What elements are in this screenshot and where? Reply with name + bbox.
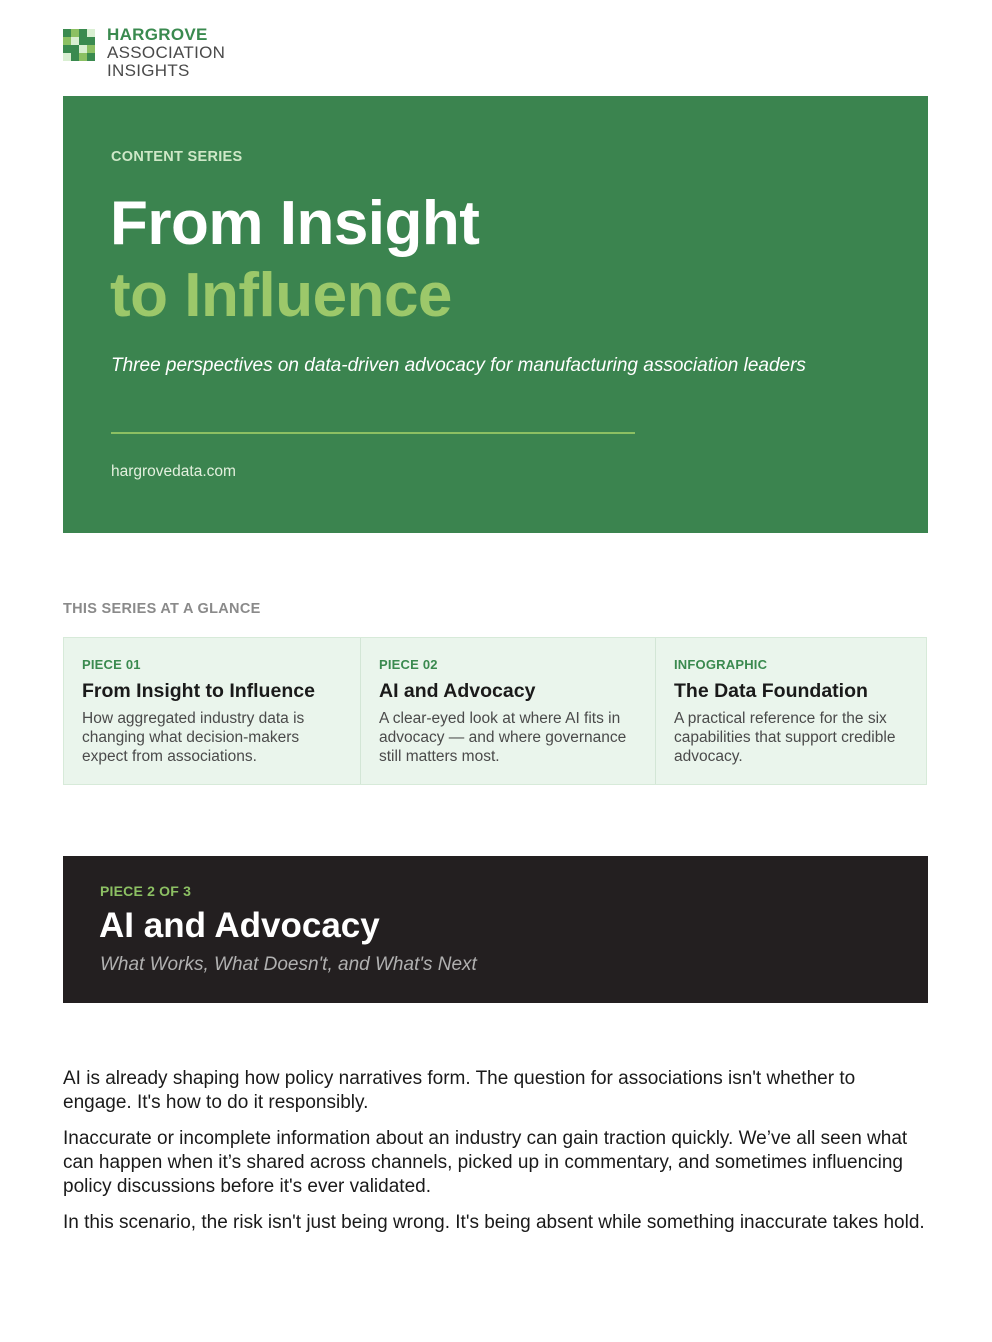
series-card-piece-02	[360, 638, 655, 784]
card-label: INFOGRAPHIC	[674, 657, 768, 672]
checker-grid-icon	[63, 29, 95, 61]
card-label: PIECE 01	[82, 657, 141, 672]
hero-divider	[111, 432, 635, 434]
body-paragraph: In this scenario, the risk isn't just being wrong. It's being absent while something inaccurate takes hold.	[63, 1212, 925, 1233]
series-card-infographic	[655, 638, 926, 784]
hero-banner	[63, 96, 928, 533]
brand-name-line2: ASSOCIATION	[107, 43, 226, 62]
card-description: A practical reference for the six capabilities that support credible advocacy.	[674, 710, 896, 765]
brand-name-line3: INSIGHTS	[107, 61, 190, 80]
series-card-piece-01	[64, 638, 360, 784]
brand-name-line1: HARGROVE	[107, 25, 208, 44]
piece-title: AI and Advocacy	[99, 906, 380, 945]
hero-title-line1: From Insight	[110, 189, 480, 258]
card-title: From Insight to Influence	[82, 680, 315, 702]
piece-banner	[63, 856, 928, 1003]
hero-title-line2: to Influence	[110, 261, 452, 330]
hero-subtitle: Three perspectives on data-driven advocacy for manufacturing association leaders	[111, 355, 806, 376]
brand-name	[107, 26, 225, 80]
piece-kicker: PIECE 2 OF 3	[100, 883, 192, 899]
brand-logo	[63, 26, 225, 80]
card-description: How aggregated industry data is changing what decision-makers expect from associations.	[82, 710, 305, 765]
card-description: A clear-eyed look at where AI fits in advocacy — and where governance still matters most.	[379, 710, 627, 765]
card-title: The Data Foundation	[674, 680, 868, 702]
hero-title	[110, 188, 479, 332]
hero-url: hargrovedata.com	[111, 463, 236, 480]
article-body	[63, 1067, 929, 1247]
card-label: PIECE 02	[379, 657, 438, 672]
series-glance-panel	[63, 637, 927, 785]
piece-subtitle: What Works, What Doesn't, and What's Next	[100, 954, 477, 975]
glance-heading: THIS SERIES AT A GLANCE	[63, 601, 261, 617]
card-title: AI and Advocacy	[379, 680, 536, 702]
body-paragraph: Inaccurate or incomplete information about an industry can gain traction quickly. We’ve all seen what can happen when it’s shared across channels, picked up in commentary, and sometimes influencing policy discussions before it's ever validated.	[63, 1128, 908, 1197]
body-paragraph: AI is already shaping how policy narratives form. The question for associations isn't whether to engage. It's how to do it responsibly.	[63, 1068, 856, 1113]
hero-kicker: CONTENT SERIES	[111, 149, 243, 165]
